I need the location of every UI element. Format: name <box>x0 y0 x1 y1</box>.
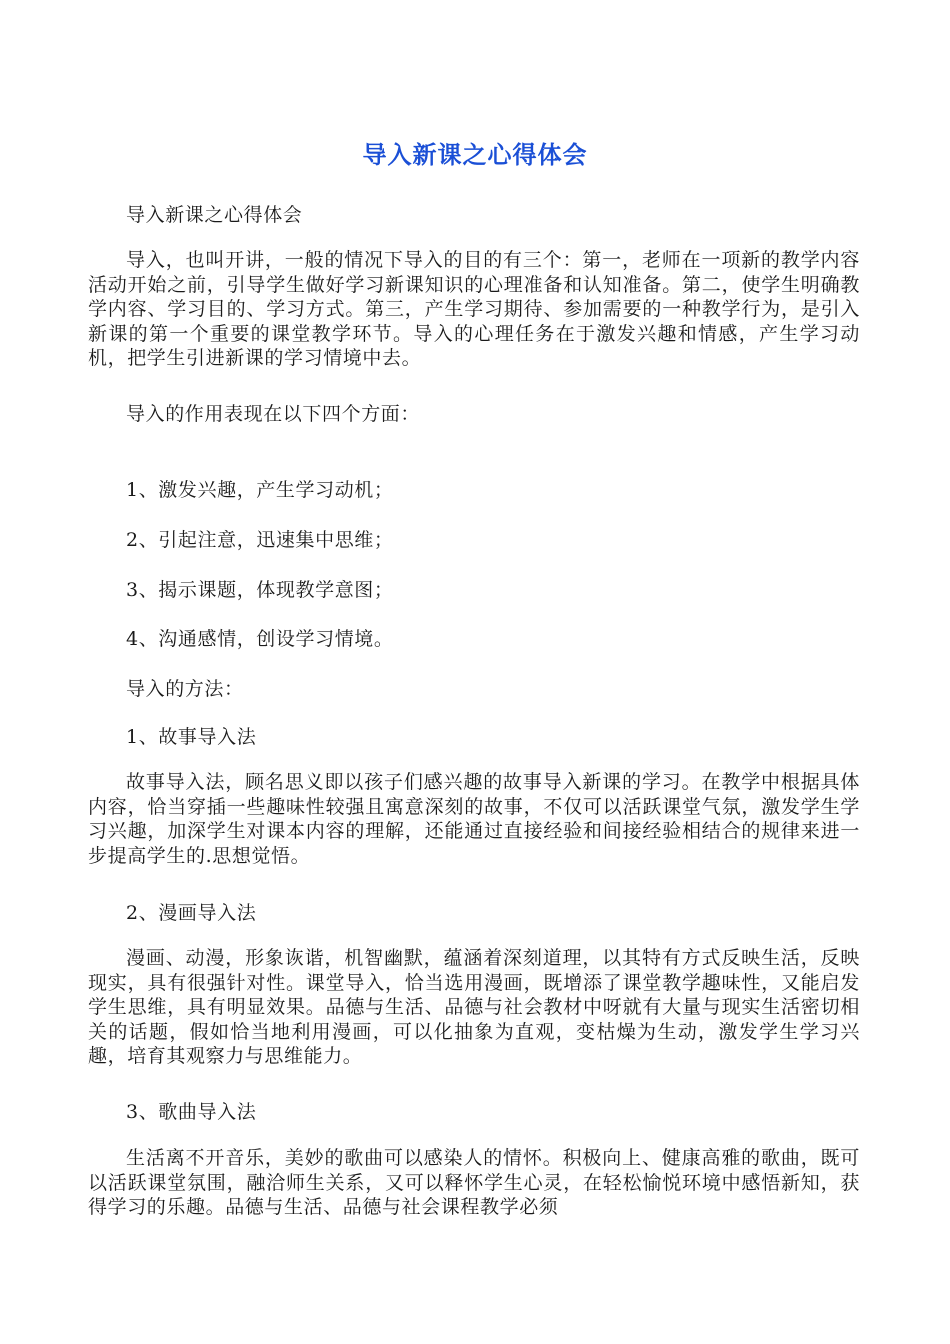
method3-text: 生活离不开音乐，美妙的歌曲可以感染人的情怀。积极向上、健康高雅的歌曲，既可以活跃课堂氛围，融洽师生关系，又可以释怀学生心灵，在轻松愉悦环境中感悟新知，获得学习的乐趣。品德与生活、品德与社会课程教学必须 <box>88 1147 860 1219</box>
effect-item-4: 4、沟通感情，创设学习情境。 <box>126 628 394 650</box>
methods-heading: 导入的方法： <box>126 678 244 700</box>
intro-text: 导入，也叫开讲，一般的情况下导入的目的有三个：第一，老师在一项新的教学内容活动开始之前，引导学生做好学习新课知识的心理准备和认知准备。第二，使学生明确教学内容、学习目的、学习方式。第三，产生学习期待、参加需要的一种教学行为，是引入新课的第一个重要的课堂教学环节。导入的心理任务在于激发兴趣和情感，产生学习动机，把学生引进新课的学习情境中去。 <box>88 249 860 370</box>
document-title: 导入新课之心得体会 <box>362 141 588 169</box>
subtitle: 导入新课之心得体会 <box>126 204 303 226</box>
method2-heading: 2、漫画导入法 <box>126 902 257 924</box>
method2-text: 漫画、动漫，形象诙谐，机智幽默，蕴涵着深刻道理，以其特有方式反映生活，反映现实，具有很强针对性。课堂导入，恰当选用漫画，既增添了课堂教学趣味性，又能启发学生思维，具有明显效果。品德与生活、品德与社会教材中呀就有大量与现实生活密切相关的话题，假如恰当地利用漫画，可以化抽象为直观，变枯燥为生动，激发学生学习兴趣，培育其观察力与思维能力。 <box>88 947 860 1068</box>
method1-heading: 1、故事导入法 <box>126 726 257 748</box>
method1-text: 故事导入法，顾名思义即以孩子们感兴趣的故事导入新课的学习。在教学中根据具体内容，恰当穿插一些趣味性较强且寓意深刻的故事，不仅可以活跃课堂气氛，激发学生学习兴趣，加深学生对课本内容的理解，还能通过直接经验和间接经验相结合的规律来进一步提高学生的.思想觉悟。 <box>88 771 860 867</box>
effect-item-1: 1、激发兴趣，产生学习动机； <box>126 479 394 501</box>
effects-heading: 导入的作用表现在以下四个方面： <box>126 403 421 425</box>
method3-heading: 3、歌曲导入法 <box>126 1101 257 1123</box>
method2-paragraph <box>88 946 860 1069</box>
effect-item-3: 3、揭示课题，体现教学意图； <box>126 579 394 601</box>
intro-paragraph <box>88 248 860 371</box>
effect-item-2: 2、引起注意，迅速集中思维； <box>126 529 394 551</box>
method3-paragraph <box>88 1146 860 1220</box>
method1-paragraph <box>88 770 860 868</box>
